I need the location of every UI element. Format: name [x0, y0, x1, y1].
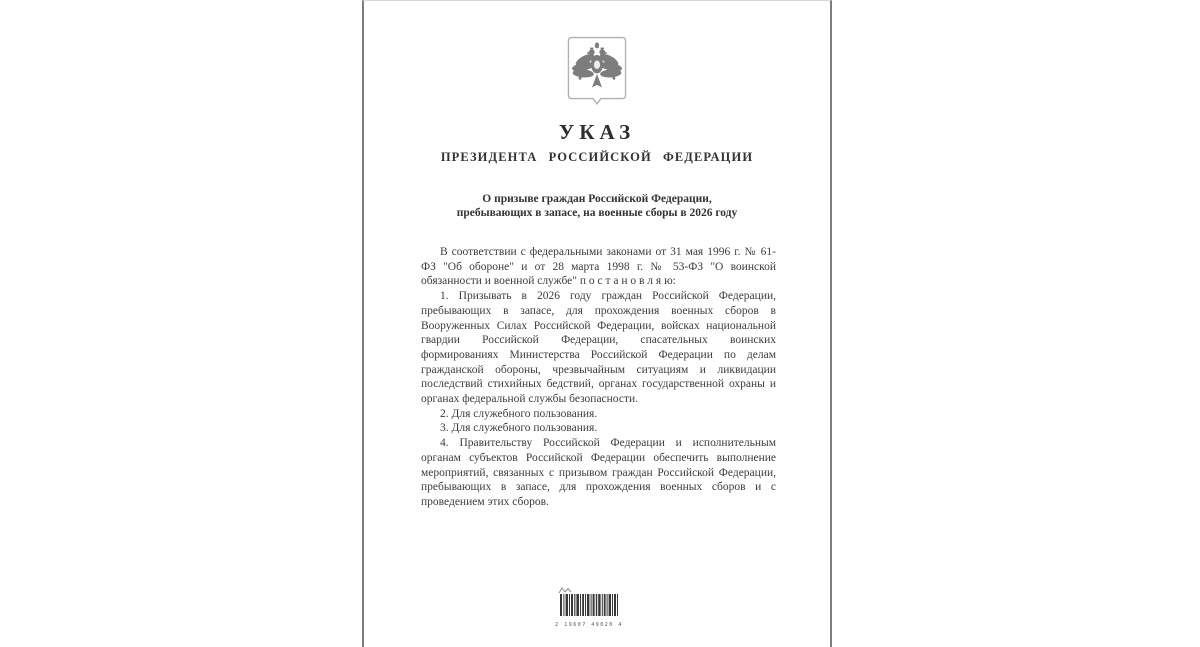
- emblem-container: [364, 36, 830, 106]
- decree-title: [364, 192, 830, 220]
- decree-kicker: УКАЗ: [558, 120, 636, 144]
- decree-title-line2: пребывающих в запасе, на военные сборы в 2026 году: [456, 207, 738, 219]
- paragraph-item-4: 4. Правительству Российской Федерации и исполнительным органам субъектов Российской Федерации обеспечить выполнение мероприятий, связанных с призывом граждан Российской Федерации, пребывающих в запасе, для прохождения военных сборов и с проведением этих сборов.: [421, 437, 776, 508]
- barcode-block: [554, 587, 624, 628]
- russian-coat-of-arms-icon: [567, 36, 627, 106]
- paragraph-item-1: 1. Призывать в 2026 году граждан Российской Федерации, пребывающих в запасе, для прохождения военных сборов в Вооруженных Силах Российской Федерации, войсках национальной гвардии Российской Федерации, спасательных воинских формированиях Министерства Российской Федерации по делам гражданской обороны, чрезвычайным ситуациям и ликвидации последствий стихийных бедствий, органах государственной охраны и органах федеральной службы безопасности.: [421, 290, 776, 406]
- paragraph-item-3: 3. Для служебного пользования.: [440, 422, 598, 435]
- decree-body: [421, 245, 776, 510]
- barcode-icon: [560, 594, 618, 616]
- paragraph-preamble: В соответствии с федеральными законами от 31 мая 1996 г. № 61-ФЗ "Об обороне" и от 28 марта 1998 г. № 53-ФЗ "О воинской обязанности и военной службе" п о с т а н о в л я ю:: [421, 246, 776, 288]
- registration-mark-icon: [558, 587, 572, 594]
- decree-title-line1: О призыве граждан Российской Федерации,: [482, 193, 712, 205]
- paragraph-item-2: 2. Для служебного пользования.: [440, 407, 598, 420]
- decree-issuer: ПРЕЗИДЕНТА РОССИЙСКОЙ ФЕДЕРАЦИИ: [440, 150, 754, 164]
- barcode-digits: 2 19607 49020 4: [555, 622, 623, 628]
- decree-page: [362, 0, 832, 647]
